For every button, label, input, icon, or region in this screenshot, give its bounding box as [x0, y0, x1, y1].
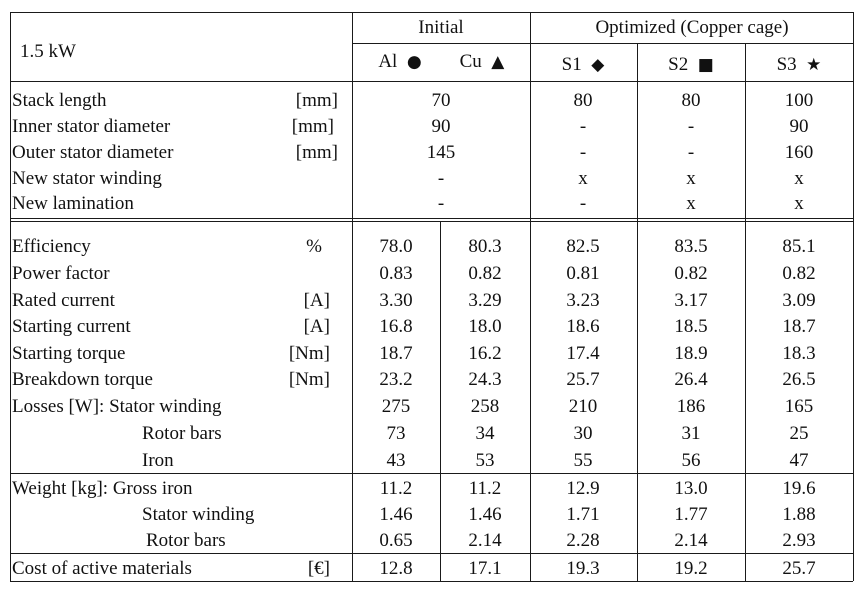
cell-cu: 18.0 — [468, 316, 502, 337]
cell-s2: 18.5 — [674, 316, 708, 337]
col-header-al — [378, 52, 421, 71]
row-unit: [mm] — [291, 116, 334, 137]
cell-s1: 0.81 — [566, 263, 600, 284]
col-header-s2 — [668, 55, 714, 74]
col-label-al: Al — [378, 51, 398, 72]
cell-s1: 210 — [568, 396, 598, 417]
col-label-s3: S3 — [776, 54, 797, 75]
star-icon: ★ — [806, 55, 822, 75]
cell-s1: 30 — [573, 423, 593, 444]
cell-s3: x — [794, 193, 804, 214]
cell-al: 0.65 — [379, 530, 413, 551]
row-label: Inner stator diameter — [12, 116, 171, 137]
cell-s2: 18.9 — [674, 343, 708, 364]
cell-initial: - — [437, 168, 445, 189]
cell-s2: 83.5 — [674, 236, 708, 257]
cell-s1: 80 — [573, 90, 593, 111]
rule-cost — [10, 553, 853, 554]
row-label: Stator winding — [142, 504, 255, 525]
cell-s2: 31 — [681, 423, 701, 444]
cell-s2: 13.0 — [674, 478, 708, 499]
cell-s1: 2.28 — [566, 530, 600, 551]
cell-s1: 1.71 — [566, 504, 600, 525]
cell-initial: 145 — [426, 142, 456, 163]
rule-top — [10, 12, 853, 13]
cell-al: 23.2 — [379, 369, 413, 390]
header-optimized: Optimized (Copper cage) — [595, 17, 789, 38]
cell-s3: 47 — [789, 450, 809, 471]
rule-section-1 — [10, 218, 853, 219]
cell-cu: 80.3 — [468, 236, 502, 257]
cell-s3: 18.3 — [782, 343, 816, 364]
cell-s1: x — [578, 168, 588, 189]
cell-s3: 19.6 — [782, 478, 816, 499]
cell-s3: 25 — [789, 423, 809, 444]
row-unit: [A] — [303, 316, 330, 337]
cell-cu: 0.82 — [468, 263, 502, 284]
cell-s2: 1.77 — [674, 504, 708, 525]
row-label: New lamination — [12, 193, 134, 214]
cell-initial: 70 — [431, 90, 451, 111]
cell-al: 275 — [381, 396, 411, 417]
col-header-s3 — [777, 55, 822, 74]
cell-s3: x — [794, 168, 804, 189]
cell-cu: 53 — [475, 450, 495, 471]
cell-al: 43 — [386, 450, 406, 471]
row-label: Starting torque — [12, 343, 126, 364]
rule-optimized — [530, 12, 531, 581]
row-unit: [A] — [303, 290, 330, 311]
row-unit: [mm] — [295, 90, 338, 111]
triangle-icon: ▲ — [491, 52, 505, 72]
cell-al: 73 — [386, 423, 406, 444]
cell-s2: - — [687, 116, 695, 137]
cell-s2: 186 — [676, 396, 706, 417]
rule-bottom — [10, 581, 853, 582]
row-label: Breakdown torque — [12, 369, 153, 390]
cell-cu: 17.1 — [468, 558, 502, 579]
row-label: Weight [kg]: Gross iron — [12, 478, 193, 499]
row-label: Starting current — [12, 316, 131, 337]
row-label: Rotor bars — [146, 530, 226, 551]
square-icon: ■ — [697, 55, 714, 75]
cell-s3: 1.88 — [782, 504, 816, 525]
motor-rating: 1.5 kW — [20, 41, 76, 62]
cell-s2: 19.2 — [674, 558, 708, 579]
rule-left — [10, 12, 11, 581]
cell-cu: 1.46 — [468, 504, 502, 525]
col-header-s1 — [562, 55, 605, 74]
col-label-s1: S1 — [561, 54, 582, 75]
cell-al: 12.8 — [379, 558, 413, 579]
rule-initial-split — [440, 221, 441, 581]
cell-s2: 80 — [681, 90, 701, 111]
cell-s1: 25.7 — [566, 369, 600, 390]
cell-al: 78.0 — [379, 236, 413, 257]
row-label: New stator winding — [12, 168, 162, 189]
cell-s3: 85.1 — [782, 236, 816, 257]
row-unit: [mm] — [295, 142, 338, 163]
cell-al: 3.30 — [379, 290, 413, 311]
cell-s1: 17.4 — [566, 343, 600, 364]
cell-s3: 100 — [784, 90, 814, 111]
cell-cu: 24.3 — [468, 369, 502, 390]
row-unit: [€] — [307, 558, 330, 579]
cell-s1: - — [579, 142, 587, 163]
cell-s3: 3.09 — [782, 290, 816, 311]
cell-s1: 3.23 — [566, 290, 600, 311]
cell-s1: - — [579, 193, 587, 214]
cell-s3: 0.82 — [782, 263, 816, 284]
circle-icon: ● — [406, 52, 422, 72]
cell-s2: x — [686, 193, 696, 214]
cell-s2: 3.17 — [674, 290, 708, 311]
cell-s3: 165 — [784, 396, 814, 417]
row-label: Losses [W]: Stator winding — [12, 396, 222, 417]
row-label: Power factor — [12, 263, 110, 284]
cell-cu: 2.14 — [468, 530, 502, 551]
cell-s3: 90 — [789, 116, 809, 137]
cell-cu: 11.2 — [468, 478, 502, 499]
cell-s3: 2.93 — [782, 530, 816, 551]
cell-s2: x — [686, 168, 696, 189]
cell-s3: 18.7 — [782, 316, 816, 337]
row-label: Efficiency — [12, 236, 91, 257]
cell-s1: 12.9 — [566, 478, 600, 499]
rule-section-2 — [10, 221, 853, 222]
rule-label-col — [352, 12, 353, 581]
rule-right — [853, 12, 854, 581]
cell-cu: 3.29 — [468, 290, 502, 311]
cell-s3: 160 — [784, 142, 814, 163]
rule-s1-s2 — [637, 43, 638, 581]
cell-s3: 25.7 — [782, 558, 816, 579]
cell-cu: 16.2 — [468, 343, 502, 364]
cell-s1: 19.3 — [566, 558, 600, 579]
cell-s2: 2.14 — [674, 530, 708, 551]
cell-al: 0.83 — [379, 263, 413, 284]
cell-al: 16.8 — [379, 316, 413, 337]
cell-initial: 90 — [431, 116, 451, 137]
col-header-cu — [460, 52, 505, 71]
cell-al: 18.7 — [379, 343, 413, 364]
row-label: Outer stator diameter — [12, 142, 174, 163]
row-unit: % — [306, 236, 322, 257]
cell-cu: 258 — [470, 396, 500, 417]
cell-s2: 26.4 — [674, 369, 708, 390]
col-label-cu: Cu — [459, 51, 482, 72]
row-unit: [Nm] — [288, 369, 330, 390]
row-unit: [Nm] — [288, 343, 330, 364]
cell-s1: 55 — [573, 450, 593, 471]
cell-al: 11.2 — [379, 478, 413, 499]
cell-s3: 26.5 — [782, 369, 816, 390]
rule-s2-s3 — [745, 43, 746, 581]
cell-s2: - — [687, 142, 695, 163]
cell-s1: 18.6 — [566, 316, 600, 337]
row-label: Cost of active materials — [12, 558, 192, 579]
row-label: Rated current — [12, 290, 115, 311]
row-label: Iron — [142, 450, 174, 471]
row-label: Stack length — [12, 90, 107, 111]
rule-weight — [10, 473, 853, 474]
cell-s2: 0.82 — [674, 263, 708, 284]
row-label: Rotor bars — [142, 423, 222, 444]
header-initial: Initial — [418, 17, 464, 38]
diamond-icon: ◆ — [591, 55, 605, 75]
cell-s1: 82.5 — [566, 236, 600, 257]
cell-cu: 34 — [475, 423, 495, 444]
cell-initial: - — [437, 193, 445, 214]
rule-under-initial — [352, 43, 853, 44]
col-label-s2: S2 — [668, 54, 689, 75]
rule-under-header — [10, 81, 853, 82]
cell-al: 1.46 — [379, 504, 413, 525]
cell-s2: 56 — [681, 450, 701, 471]
cell-s1: - — [579, 116, 587, 137]
